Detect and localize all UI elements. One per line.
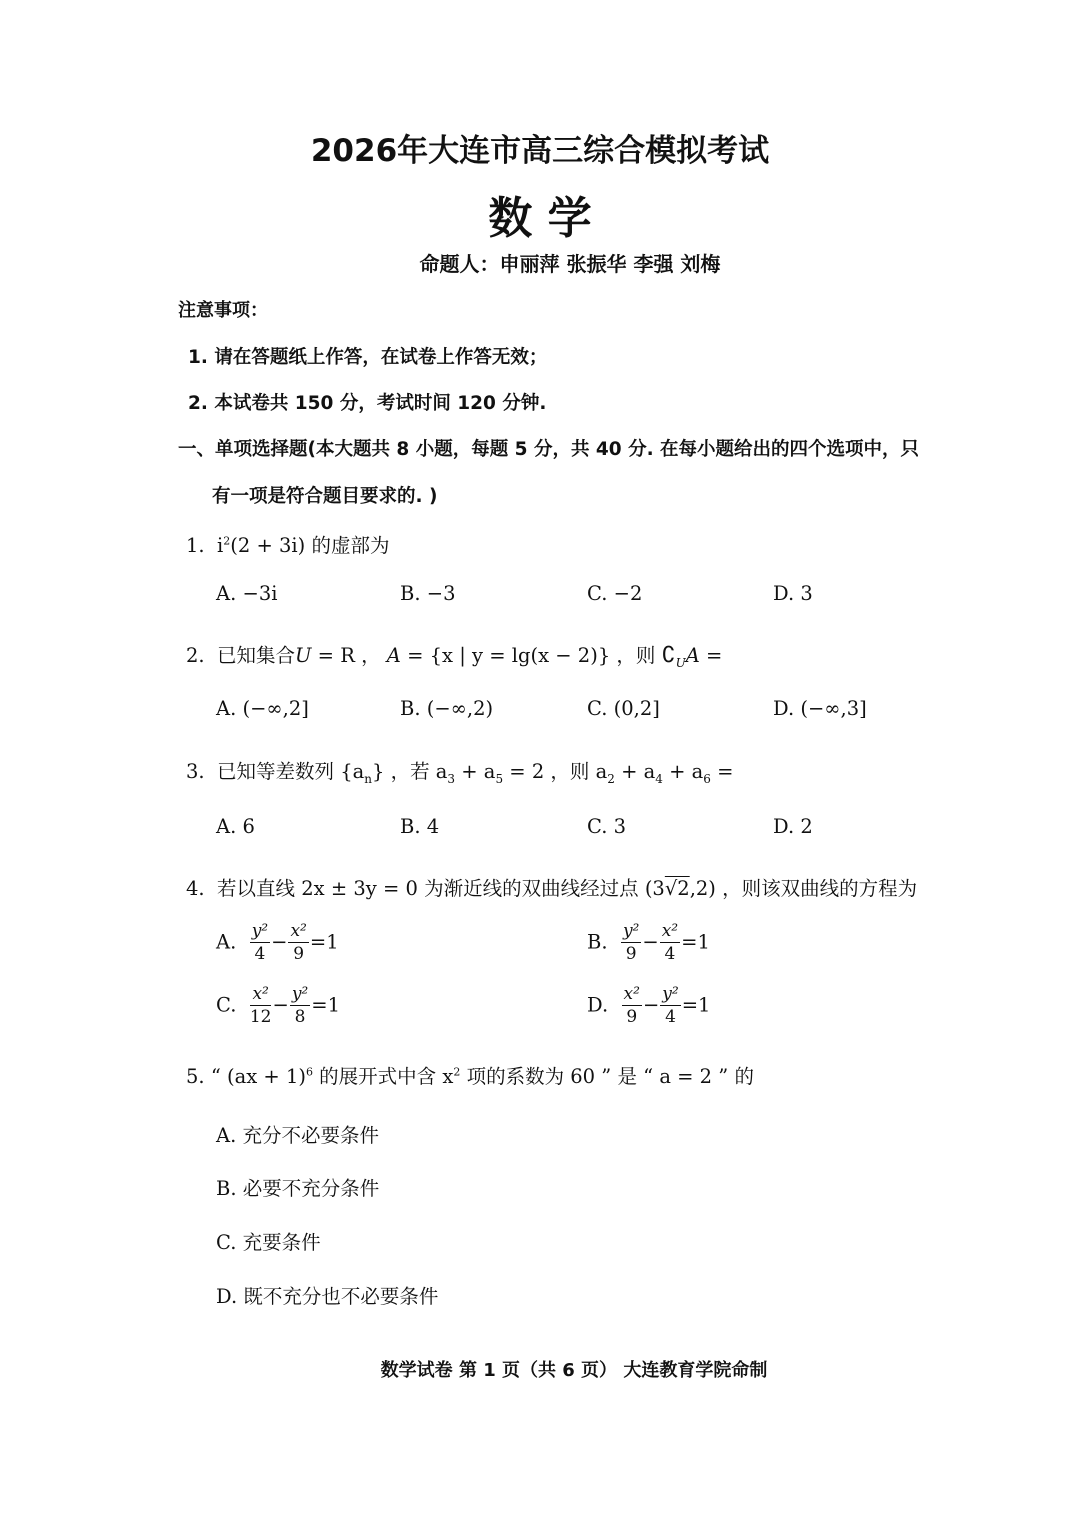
q2-set-a: A xyxy=(685,644,700,667)
q1-stem-text: i xyxy=(217,534,224,557)
numerator: y² xyxy=(291,984,309,1004)
complement-symbol: ∁ xyxy=(661,643,676,668)
q2-stem-text: = R ， xyxy=(311,644,387,667)
q4-option-c xyxy=(216,986,340,1026)
q5-stem-text: 项的系数为 60 ” 是 “ a = 2 ” 的 xyxy=(460,1065,754,1088)
equals-one: =1 xyxy=(311,993,340,1017)
q5-option-c: C. 充要条件 xyxy=(216,1231,321,1254)
subscript: n xyxy=(364,771,372,786)
q3-stem-text: + a xyxy=(455,760,496,783)
q4-option-a xyxy=(216,923,339,963)
notes-heading: 注意事项： xyxy=(178,300,268,321)
fraction xyxy=(621,923,641,963)
q2-option-b: B. (−∞,2) xyxy=(400,697,494,720)
equals-one: =1 xyxy=(681,993,711,1017)
sqrt-symbol: √2 xyxy=(664,877,690,900)
fraction xyxy=(660,986,680,1026)
q2-option-c: C. (0,2] xyxy=(587,697,660,720)
q5-option-d: D. 既不充分也不必要条件 xyxy=(216,1285,439,1308)
q3-stem-text: + a xyxy=(614,760,656,783)
q4-stem-text: 若以直线 2x ± 3y = 0 为渐近线的双曲线经过点 (3 xyxy=(217,877,665,900)
question-2-stem xyxy=(186,640,722,670)
q1-option-d: D. 3 xyxy=(773,582,813,605)
q5-stem-text: “ (ax + 1) xyxy=(210,1065,306,1088)
q2-stem-text: = {x | y = lg(x − 2)} ，则 xyxy=(400,644,662,667)
q2-option-a: A. (−∞,2] xyxy=(216,697,309,720)
fraction xyxy=(660,923,680,963)
q1-option-a: A. −3i xyxy=(216,582,278,605)
question-5-stem xyxy=(186,1061,754,1089)
complement-subscript: U xyxy=(675,655,686,670)
exam-subject: 数 学 xyxy=(488,193,592,244)
minus-sign: − xyxy=(272,993,289,1017)
denominator: 9 xyxy=(625,944,637,964)
exam-authors: 命题人：申丽萍 张振华 李强 刘梅 xyxy=(419,252,721,276)
q1-option-c: C. −2 xyxy=(587,582,643,605)
minus-sign: − xyxy=(642,930,659,954)
q2-option-d: D. (−∞,3] xyxy=(773,697,867,720)
q3-option-a: A. 6 xyxy=(216,815,255,838)
q2-stem-text: 已知集合 xyxy=(217,644,296,667)
denominator: 12 xyxy=(249,1007,272,1027)
q1-exponent: 2 xyxy=(223,534,231,548)
section-heading-line1: 一、单项选择题(本大题共 8 小题，每题 5 分，共 40 分. 在每小题给出的四个选项中，只 xyxy=(178,439,920,460)
q3-stem-text: = xyxy=(710,760,734,783)
note-item-1: 1. 请在答题纸上作答，在试卷上作答无效； xyxy=(188,347,548,368)
q4-option-b xyxy=(587,923,710,963)
question-4-stem xyxy=(186,873,917,901)
equals-one: =1 xyxy=(681,930,710,954)
minus-sign: − xyxy=(642,993,660,1017)
subscript: 4 xyxy=(655,771,663,786)
question-number: 5. xyxy=(186,1065,205,1088)
fraction xyxy=(622,986,642,1026)
exponent: 6 xyxy=(305,1065,313,1079)
q3-stem-text: + a xyxy=(662,760,704,783)
q5-option-a: A. 充分不必要条件 xyxy=(216,1124,379,1147)
question-1-stem xyxy=(186,530,389,558)
page-footer: 数学试卷 第 1 页（共 6 页） 大连教育学院命制 xyxy=(380,1360,768,1381)
denominator: 8 xyxy=(294,1007,306,1027)
numerator: y² xyxy=(622,921,640,941)
subscript: 5 xyxy=(495,771,504,786)
question-number: 4. xyxy=(186,877,205,900)
denominator: 4 xyxy=(665,1007,676,1027)
q3-stem-text: = 2 ，则 a xyxy=(503,760,608,783)
exponent: 2 xyxy=(453,1065,461,1079)
question-number: 1. xyxy=(186,534,205,557)
numerator: y² xyxy=(662,984,679,1004)
denominator: 4 xyxy=(664,944,676,964)
subscript: 2 xyxy=(607,771,615,786)
equals-one: =1 xyxy=(309,930,339,954)
q5-stem-text: 的展开式中含 x xyxy=(312,1065,454,1088)
exam-title: 2026年大连市高三综合模拟考试 xyxy=(310,133,770,169)
q3-stem-text: } ，若 a xyxy=(371,760,448,783)
option-label: A. xyxy=(216,930,237,954)
numerator: x² xyxy=(623,984,640,1004)
option-label: B. xyxy=(587,930,608,954)
numerator: y² xyxy=(251,921,269,941)
question-number: 3. xyxy=(186,760,205,783)
fraction xyxy=(250,986,272,1026)
subscript: 6 xyxy=(703,771,711,786)
question-3-stem xyxy=(186,756,733,786)
fraction xyxy=(250,923,270,963)
minus-sign: − xyxy=(271,930,288,954)
q1-stem-rest: (2 + 3i) 的虚部为 xyxy=(230,534,390,557)
q3-option-b: B. 4 xyxy=(400,815,440,838)
option-label: C. xyxy=(216,993,237,1017)
subscript: 3 xyxy=(447,771,456,786)
denominator: 9 xyxy=(293,944,305,964)
numerator: x² xyxy=(661,921,679,941)
q2-stem-text: = xyxy=(699,644,723,667)
denominator: 9 xyxy=(626,1007,638,1027)
fraction xyxy=(290,986,310,1026)
numerator: x² xyxy=(252,984,269,1004)
note-item-2: 2. 本试卷共 150 分，考试时间 120 分钟. xyxy=(188,393,547,414)
q1-option-b: B. −3 xyxy=(400,582,456,605)
q2-set-a: A xyxy=(386,644,401,667)
numerator: x² xyxy=(290,921,307,941)
q2-universal-set: U xyxy=(295,644,312,667)
denominator: 4 xyxy=(254,944,266,964)
q5-option-b: B. 必要不充分条件 xyxy=(216,1177,380,1200)
section-heading-line2: 有一项是符合题目要求的. ) xyxy=(212,486,438,507)
option-label: D. xyxy=(587,993,609,1017)
question-number: 2. xyxy=(186,644,205,667)
fraction xyxy=(288,923,308,963)
q4-stem-text: ,2) ，则该双曲线的方程为 xyxy=(689,877,918,900)
q3-stem-text: 已知等差数列 {a xyxy=(217,760,365,783)
q3-option-d: D. 2 xyxy=(773,815,813,838)
q4-option-d xyxy=(587,986,710,1026)
q3-option-c: C. 3 xyxy=(587,815,627,838)
